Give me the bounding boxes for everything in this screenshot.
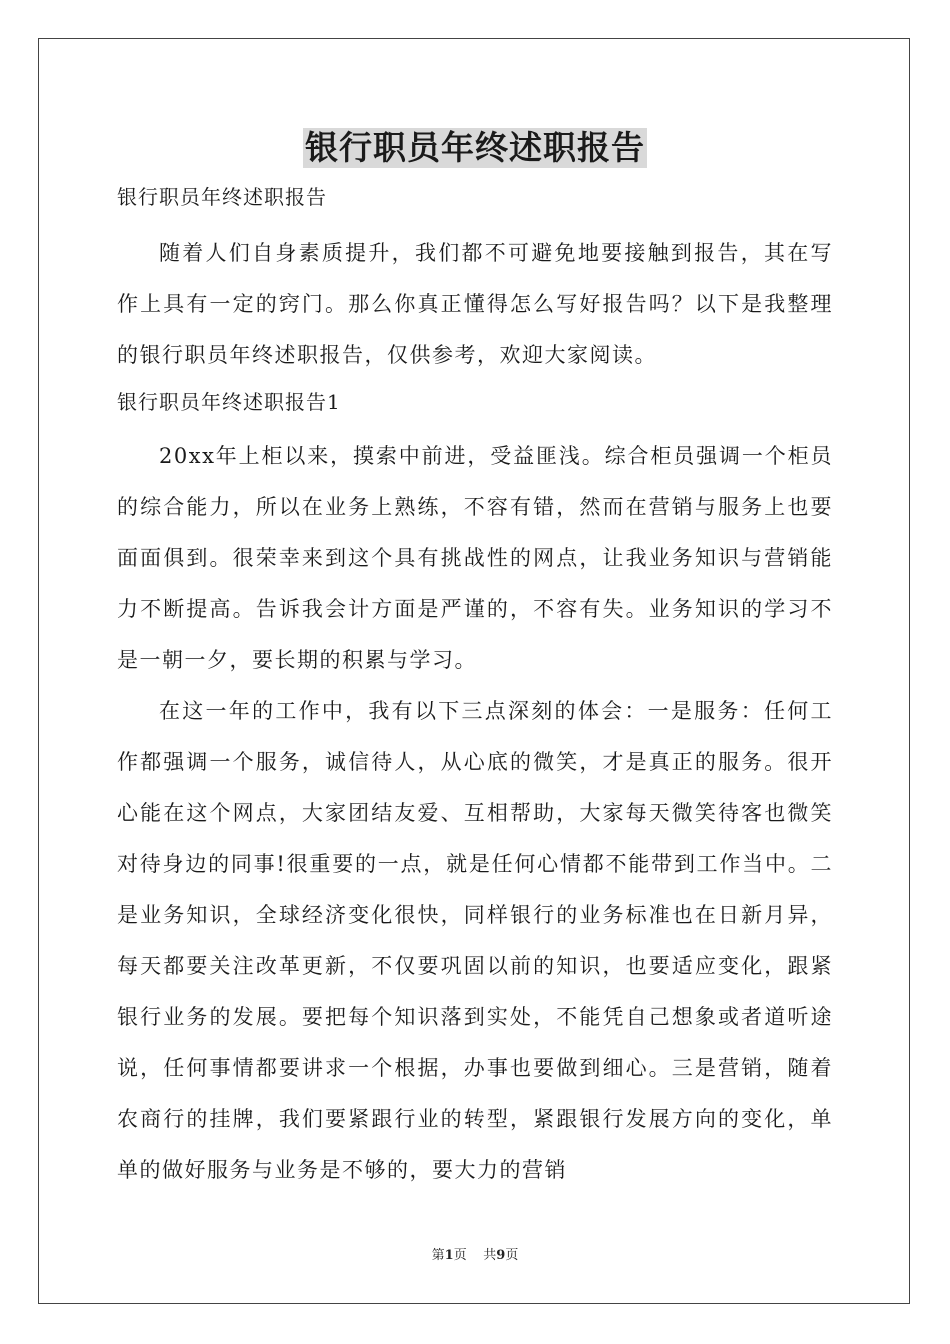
body-paragraph: 在这一年的工作中，我有以下三点深刻的体会：一是服务：任何工作都强调一个服务，诚信待人，从心底的微笑，才是真正的服务。很开心能在这个网点，大家团结友爱、互相帮助，大家每天微笑待客也微笑对待身边的同事!很重要的一点，就是任何心情都不能带到工作当中。二是业务知识，全球经济变化很快，同样银行的业务标准也在日新月异，每天都要关注改革更新，不仅要巩固以前的知识，也要适应变化，跟紧银行业务的发展。要把每个知识落到实处，不能凭自己想象或者道听途说，任何事情都要讲求一个根据，办事也要做到细心。三是营销，随着农商行的挂牌，我们要紧跟行业的转型，紧跟银行发展方向的变化，单单的做好服务与业务是不够的，要大力的营销: [117, 699, 833, 1182]
document-title: 银行职员年终述职报告: [305, 128, 645, 167]
page-prefix: 第: [431, 1248, 445, 1263]
document-subtitle: 银行职员年终述职报告: [117, 185, 327, 209]
intro-paragraph: 随着人们自身素质提升，我们都不可避免地要接触到报告，其在写作上具有一定的窍门。那么你真正懂得怎么写好报告吗？以下是我整理的银行职员年终述职报告，仅供参考，欢迎大家阅读。: [117, 241, 833, 367]
total-pages: 9: [496, 1248, 506, 1263]
page-number: 1: [444, 1248, 454, 1263]
total-suffix: 页: [505, 1248, 519, 1263]
page-footer: [0, 1244, 950, 1263]
document-body: [117, 128, 833, 1196]
title-wrap: [117, 128, 833, 168]
section-heading: 银行职员年终述职报告1: [117, 390, 341, 414]
body-paragraph: 20xx年上柜以来，摸索中前进，受益匪浅。综合柜员强调一个柜员的综合能力，所以在业务上熟练，不容有错，然而在营销与服务上也要面面俱到。很荣幸来到这个具有挑战性的网点，让我业务知识与营销能力不断提高。告诉我会计方面是严谨的，不容有失。业务知识的学习不是一朝一夕，要长期的积累与学习。: [117, 444, 833, 672]
total-prefix: 共: [483, 1248, 497, 1263]
page-suffix: 页: [453, 1248, 467, 1263]
